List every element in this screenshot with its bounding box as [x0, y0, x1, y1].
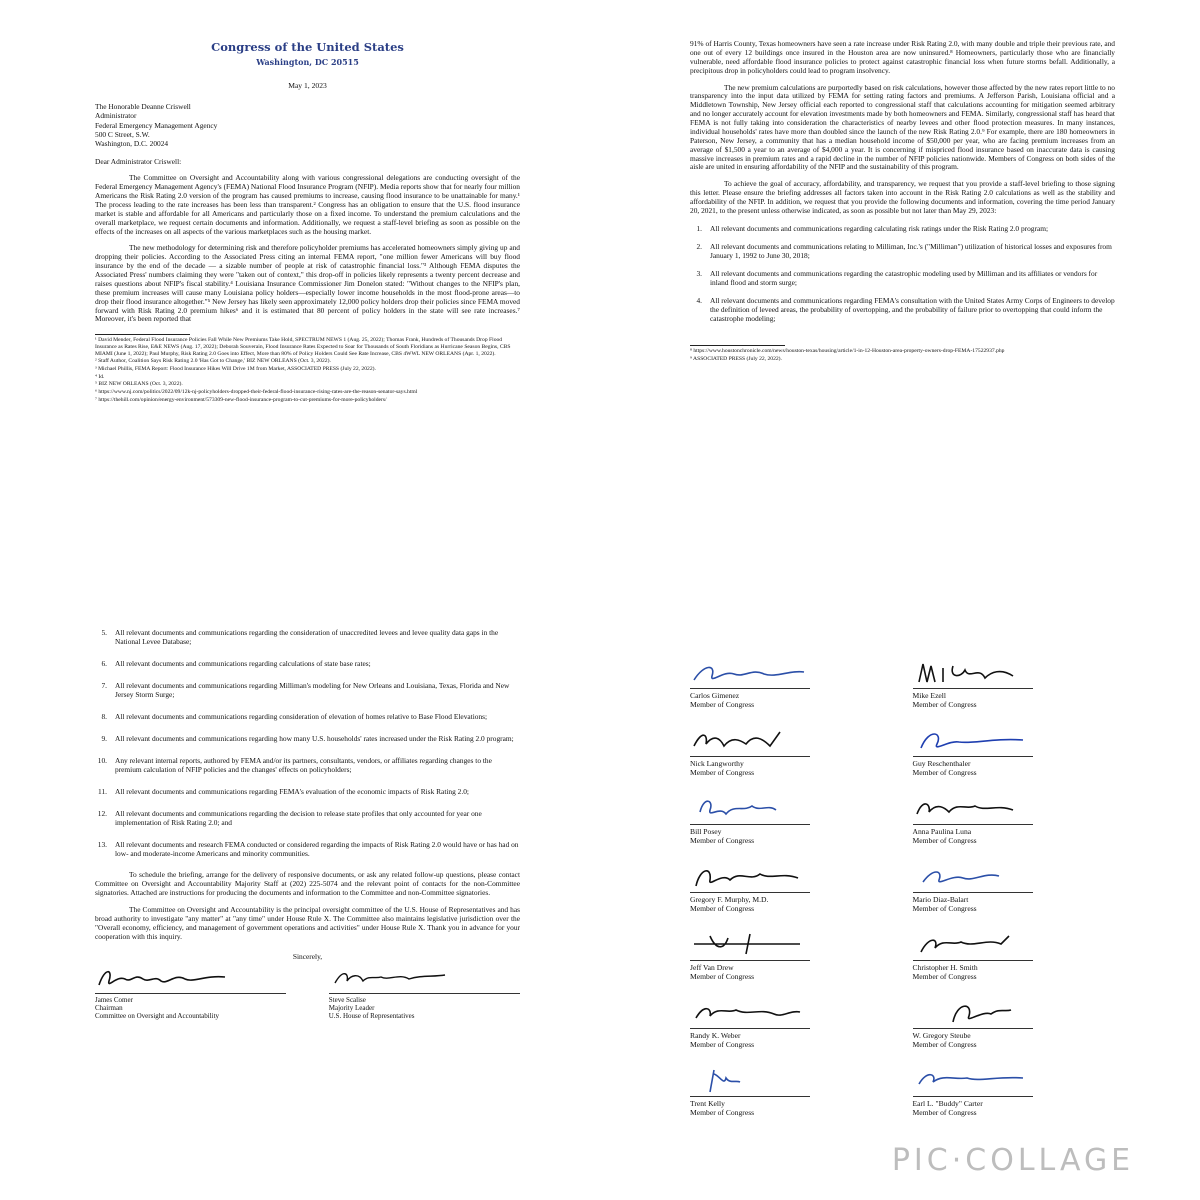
- item-text: All relevant documents and communications regarding how many U.S. households' rates increased under the Risk Rating 2.0 program;: [115, 734, 514, 744]
- address-line: The Honorable Deanne Criswell: [95, 102, 191, 111]
- signer-name: Earl L. "Buddy" Carter: [912, 1098, 983, 1108]
- item-number: 10.: [97, 756, 107, 766]
- item-text: All relevant documents and communications regarding Milliman's modeling for New Orleans and Louisiana, Texas, Florida and New Jersey Storm Surge;: [115, 681, 510, 700]
- signature-graphic: [690, 792, 810, 826]
- letterhead: [95, 40, 520, 67]
- signer-title: Majority Leader: [328, 1003, 375, 1012]
- signature-image: [95, 967, 286, 994]
- list-item: [95, 787, 520, 796]
- signature-graphic: [690, 1064, 810, 1098]
- item-number: 3.: [696, 268, 702, 278]
- signature-block: [95, 967, 286, 1021]
- item-number: 7.: [101, 681, 107, 691]
- signature-block: [913, 722, 1116, 778]
- list-item: [95, 712, 520, 721]
- list-item: [95, 628, 520, 646]
- item-number: 13.: [97, 840, 107, 850]
- footnote-rule: [690, 345, 785, 346]
- signature-block: [913, 1062, 1116, 1118]
- request-list: [95, 628, 520, 858]
- watermark: PIC·COLLAGE: [838, 1130, 1188, 1190]
- signature-block: [690, 654, 893, 710]
- item-number: 8.: [101, 712, 107, 722]
- list-item: [95, 809, 520, 827]
- signature-image: [913, 1062, 1033, 1097]
- item-number: 11.: [98, 787, 107, 797]
- signature-graphic: [913, 860, 1033, 894]
- signer-title: Chairman: [95, 1003, 123, 1012]
- signature-grid: [690, 654, 1115, 1118]
- signature-graphic: [95, 965, 245, 995]
- signer-title: Member of Congress: [912, 1040, 977, 1050]
- signature-image: [690, 722, 810, 757]
- signature-stroke: [917, 804, 1013, 814]
- item-text: All relevant documents and communications regarding the catastrophic modeling used by Milliman and its affiliates or vendors for inland flood and storm surge;: [710, 268, 1098, 287]
- signer-name: W. Gregory Steube: [912, 1030, 971, 1040]
- signature-block: [690, 994, 893, 1050]
- item-text: All relevant documents and communications regarding calculations of state base rates;: [115, 659, 371, 669]
- signer-title: Member of Congress: [912, 972, 977, 982]
- paragraph: The new methodology for determining risk and therefore policyholder premiums has accelerated homeowners simply giving up and dropping their policies. According to the Associated Press citing an internal FEMA report, "one million fewer Americans will buy flood insurance by the end of the decade — a sizable number of people at risk of catastrophic financial loss."³ Although FEMA disputes the Associated Press' numbers claiming they were "taken out of context," this drop-off in policies likely represents a twenty percent decrease and raises questions about NFIP's fiscal stability.⁴ Louisiana Insurance Commissioner Jim Donelon stated: "Without changes to the NFIP's plan, these premium increases will cause many Louisiana policy holders—especially lower income households in the most flood-prone areas—to drop their flood insurance altogether."⁵ New Jersey has likely seen approximately 12,000 policy holders drop their policies since FEMA moved forward with Risk Rating 2.0 premium hikes⁶ and it is estimated that 80 percent of policy holders in the state will see rate increases.⁷ Moreover, it's been reported that: [95, 243, 520, 324]
- signer-title: Member of Congress: [912, 1108, 977, 1118]
- signer-name: Jeff Van Drew: [690, 962, 734, 972]
- signature-graphic: [913, 656, 1033, 690]
- item-number: 2.: [696, 241, 702, 251]
- letter-page-2: [690, 40, 1115, 560]
- footnote: ⁴ Id.: [95, 373, 105, 380]
- signature-stroke: [696, 871, 798, 886]
- item-text: All relevant documents and research FEMA conducted or considered regarding the impacts of Risk Rating 2.0 would have or has had on low- and moderate-income Americans and minority communities.: [115, 840, 519, 859]
- footnote: ² Staff Author, Coalition Says Risk Rating 2.0 'Has Got to Change,' BIZ NEW ORLEANS (Oct. 3, 2022).: [95, 358, 331, 365]
- signature-graphic: [913, 724, 1033, 758]
- footnote-rule: [95, 334, 190, 335]
- recipient-address: [95, 102, 520, 148]
- signature-block: [913, 790, 1116, 846]
- letterhead-city: Washington, DC 20515: [256, 57, 359, 67]
- signer-name: Steve Scalise: [328, 995, 366, 1004]
- signature-stroke: [921, 936, 1009, 952]
- item-number: 9.: [101, 734, 107, 744]
- signature-stroke: [700, 801, 776, 814]
- signer-title: Member of Congress: [912, 904, 977, 914]
- list-item: [95, 681, 520, 699]
- item-text: All relevant documents and communications regarding FEMA's evaluation of the economic impacts of Risk Rating 2.0;: [115, 787, 469, 797]
- letter-page-1: [95, 40, 520, 560]
- signer-title: Member of Congress: [912, 836, 977, 846]
- paragraph: To schedule the briefing, arrange for the delivery of responsive documents, or ask any related follow-up questions, please contact Committee on Oversight and Accountability Majority Staff at (202) 225-5074 and the relevant point of contacts for the non-Committee signatories. Attached are instructions for producing the documents and information to the Committee and non-Committee signatories.: [95, 870, 520, 898]
- signature-graphic: [329, 965, 479, 995]
- signer-title: U.S. House of Representatives: [328, 1012, 415, 1021]
- letterhead-title: Congress of the United States: [211, 40, 404, 54]
- list-item: [95, 734, 520, 743]
- salutation: Dear Administrator Criswell:: [95, 157, 182, 167]
- signature-block: [690, 926, 893, 982]
- signer-name: Bill Posey: [690, 826, 722, 836]
- signature-image: [690, 994, 810, 1029]
- list-item: [690, 296, 1115, 323]
- signature-image: [690, 654, 810, 689]
- signature-image: [913, 790, 1033, 825]
- signature-block: [913, 926, 1116, 982]
- signature-graphic: [690, 928, 810, 962]
- signature-image: [690, 1062, 810, 1097]
- signature-graphic: [913, 928, 1033, 962]
- signer-title: Member of Congress: [690, 904, 755, 914]
- signature-image: [913, 722, 1033, 757]
- signer-name: Anna Paulina Luna: [912, 826, 972, 836]
- letter-page-3: [95, 620, 520, 1185]
- signature-image: [913, 994, 1033, 1029]
- item-text: All relevant documents and communications regarding the consideration of unaccredited levees and levee quality data gaps in the National Levee Database;: [115, 628, 499, 647]
- footnote: ⁶ https://www.nj.com/politics/2022/09/12k-nj-policyholders-dropped-their-federal-flood-insurance-rising-rates-are-the-reason-senator-says.html: [95, 389, 418, 396]
- signer-name: Carlos Gimenez: [690, 691, 740, 700]
- item-text: All relevant documents and communications regarding the decision to release state profiles that only accounted for year one implementation of Risk Rating 2.0; and: [115, 809, 482, 828]
- letter-date: May 1, 2023: [288, 81, 327, 90]
- address-line: 500 C Street, S.W.: [95, 129, 150, 139]
- signer-title: Member of Congress: [690, 1108, 755, 1118]
- footnote: ¹ David Mender, Federal Flood Insurance Policies Fall While New Premiums Take Hold, SPECTRUM NEWS 1 (Aug. 25, 2022); Thomas Frank, Hundreds of Thousands Drop Flood Insurance as Rates Rise, E&E NEWS (Aug. 17, 2022); Deborah Souverain, Flood Insurance Rates Expected to Soar for Thousands of South Floridians as Hurricane Season Begins, CBS MIAMI (June 1, 2022); Paul Murphy, Risk Rating 2.0 Goes into Effect, More than 80% of Policy Holders Could See Rate Increase, CBS 4WWL NEW ORLEANS (Apr. 1, 2022).: [95, 337, 511, 357]
- signature-image: [690, 858, 810, 893]
- signature-stroke: [923, 872, 999, 882]
- list-item: [690, 224, 1115, 233]
- signature-block: [690, 858, 893, 914]
- address-line: Federal Emergency Management Agency: [95, 120, 218, 130]
- footnote: ³ Michael Phillis, FEMA Report: Flood Insurance Hikes Will Drive 1M from Market, ASSOCIATED PRESS (July 22, 2022).: [95, 366, 376, 373]
- signature-image: [690, 790, 810, 825]
- item-number: 12.: [97, 809, 107, 819]
- signer-title: Member of Congress: [690, 1040, 755, 1050]
- signer-title: Member of Congress: [690, 768, 755, 778]
- list-item: [95, 840, 520, 858]
- signature-stroke: [694, 934, 800, 954]
- signature-graphic: [690, 860, 810, 894]
- signature-stroke: [919, 1075, 1023, 1084]
- signer-name: Randy K. Weber: [690, 1030, 741, 1040]
- list-item: [690, 269, 1115, 287]
- signature-block: [913, 654, 1116, 710]
- signer-title: Member of Congress: [690, 972, 755, 982]
- signer-name: Mike Ezell: [912, 691, 947, 700]
- item-text: All relevant documents and communications regarding consideration of elevation of homes relative to Base Flood Elevations;: [115, 712, 488, 722]
- item-text: All relevant documents and communications regarding FEMA's consultation with the United States Army Corps of Engineers to develop the definition of leveed areas, the probability of overtopping, and the probability of failure prior to overtopping that could inform the catastrophe modeling;: [710, 295, 1115, 323]
- item-number: 1.: [696, 223, 702, 233]
- signature-graphic: [690, 656, 810, 690]
- signature-row: [95, 967, 520, 1021]
- signature-graphic: [913, 792, 1033, 826]
- signature-stroke: [694, 732, 780, 746]
- footnote: ⁹ ASSOCIATED PRESS (July 22, 2022).: [690, 355, 782, 362]
- item-number: 4.: [696, 295, 702, 305]
- footnotes: [95, 337, 520, 403]
- signature-stroke: [953, 1006, 1011, 1022]
- signer-name: Christopher H. Smith: [912, 962, 978, 972]
- signer-name: Trent Kelly: [690, 1098, 725, 1108]
- signature-image: [913, 654, 1033, 689]
- list-item: [690, 242, 1115, 260]
- signature-graphic: [690, 724, 810, 758]
- signer-name: Gregory F. Murphy, M.D.: [690, 894, 769, 904]
- signature-stroke: [694, 667, 804, 680]
- signature-stroke: [919, 664, 1013, 682]
- signature-block: [690, 790, 893, 846]
- item-number: 6.: [101, 659, 107, 669]
- request-list: [690, 224, 1115, 323]
- signature-image: [913, 926, 1033, 961]
- address-line: Washington, D.C. 20024: [95, 139, 169, 148]
- item-text: All relevant documents and communications relating to Milliman, Inc.'s ("Milliman") utilization of historical losses and exposures from January 1, 1992 to June 30, 2018;: [710, 241, 1112, 260]
- footnote: ⁸ https://www.houstonchronicle.com/news/houston-texas/housing/article/1-in-12-Houston-area-property-owners-drop-FEMA-17522937.php: [690, 348, 1005, 354]
- letter-page-4: [690, 620, 1115, 1185]
- footnote: ⁷ https://thehill.com/opinion/energy-environment/573309-new-flood-insurance-program-to-cut-premiums-for-more-policyholders/: [95, 396, 387, 403]
- paragraph: 91% of Harris County, Texas homeowners have seen a rate increase under Risk Rating 2.0, with many double and triple their previous rate, and one out of every 12 buildings once insured in the Houston area are now uninsured.⁸ Homeowners, particularly those who are financially vulnerable, need affordable flood insurance policies to protect against catastrophic financial loss when future storms befall. Additionally, a precipitous drop in policyholders could lead to program insolvency.: [690, 40, 1115, 75]
- signature-stroke: [710, 1070, 740, 1092]
- signature-block: [913, 994, 1116, 1050]
- closing: Sincerely,: [292, 951, 323, 961]
- signature-stroke: [696, 1009, 800, 1018]
- signer-title: Member of Congress: [912, 768, 977, 778]
- item-text: All relevant documents and communications regarding calculating risk ratings under the Risk Rating 2.0 program;: [710, 223, 1049, 233]
- item-number: 5.: [101, 628, 107, 637]
- signature-image: [913, 858, 1033, 893]
- signer-name: Nick Langworthy: [690, 758, 744, 768]
- list-item: [95, 659, 520, 668]
- signer-title: Member of Congress: [690, 700, 755, 710]
- paragraph: To achieve the goal of accuracy, affordability, and transparency, we request that you provide a staff-level briefing to those signing this letter. Please ensure the briefing addresses all factors taken into account in the Risk Rating 2.0 calculations as well as the stability and affordability of the NFIP. In addition, we request that you provide the following documents and information, covering the time period January 20, 2021, to the present unless otherwise indicated, as soon as possible but not later than May 29, 2023:: [690, 179, 1115, 215]
- signature-block: [329, 967, 520, 1021]
- signer-title: Member of Congress: [690, 836, 755, 846]
- footnote: ⁵ BIZ NEW ORLEANS (Oct. 3, 2022).: [95, 381, 183, 388]
- signature-block: [690, 722, 893, 778]
- signature-graphic: [690, 996, 810, 1030]
- paragraph: The new premium calculations are purportedly based on risk calculations, however those affected by the new rates report little to no transparency into the input data utilized by FEMA for setting rating factors and premiums. A Jefferson Parish, Louisiana official and a Middletown Township, New Jersey official each reported to congressional staff that calculations accounting for mitigation seemed arbitrary and no longer accurately account for elevation investments made by both homeowners and FEMA. Similarly, congressional staff has heard that FEMA is not fully taking into consideration the characteristics of nearby levees and other flood protection measures. In many instances, individual households' rates have more than doubled since the launch of the new Risk Rating 2.0.⁹ For example, there are 180 homeowners in Paterson, New Jersey, a community that has a median household income of $50,000 per year, who are facing premium increases from an average of $1,500 a year to an average of $4,000 a year. It is concerning if mispriced flood insurance based on inaccurate data is causing massive increases in premium rates and a rapid decline in the number of NFIP policies nationwide. Members of Congress on both sides of the aisle are united in ensuring affordability of the NFIP and the sustainability of this program.: [690, 82, 1115, 172]
- signature-graphic: [913, 1064, 1033, 1098]
- signature-block: [913, 858, 1116, 914]
- signature-image: [329, 967, 520, 994]
- item-text: Any relevant internal reports, authored by FEMA and/or its partners, consultants, vendors, or affiliates regarding changes to the premium calculation of NFIP policies and the changes' effects on policyholders;: [115, 756, 492, 775]
- signature-image: [690, 926, 810, 961]
- footnotes: [690, 348, 1115, 362]
- signature-stroke: [921, 734, 1023, 748]
- address-line: Administrator: [95, 111, 137, 121]
- signature-block: [690, 1062, 893, 1118]
- signer-title: Committee on Oversight and Accountability: [95, 1012, 220, 1021]
- signature-graphic: [913, 996, 1033, 1030]
- paragraph: The Committee on Oversight and Accountability along with various congressional delegations are conducting oversight of the Federal Emergency Management Agency's (FEMA) National Flood Insurance Program (NFIP). Media reports show that for nearly four million Americans the Risk Rating 2.0 version of the program has caused premiums to increase, causing flood insurance to be unattainable for many.¹ The process leading to the rate increases has been less than transparent.² Congress has an obligation to ensure that the U.S. flood insurance market is stable and affordable for all Americans and particularly those on a fixed income. To understand the premium calculations and the overall marketplace, we request certain documents and information. Additionally, we request a staff-level briefing as soon as possible on the effects of the increases on all aspects of the various marketplaces such as the housing market.: [95, 173, 520, 236]
- list-item: [95, 756, 520, 774]
- signer-name: Guy Reschenthaler: [912, 758, 971, 768]
- signer-name: James Comer: [95, 995, 133, 1004]
- signer-title: Member of Congress: [912, 700, 977, 710]
- signer-name: Mario Diaz-Balart: [912, 894, 969, 904]
- paragraph: The Committee on Oversight and Accountability is the principal oversight committee of the U.S. House of Representatives and has broad authority to investigate "any matter" at "any time" under House Rule X. The Committee also maintains legislative jurisdiction over the "Overall economy, efficiency, and management of government operations and activities" under House Rule X. Thank you in advance for your cooperation with this inquiry.: [95, 905, 520, 941]
